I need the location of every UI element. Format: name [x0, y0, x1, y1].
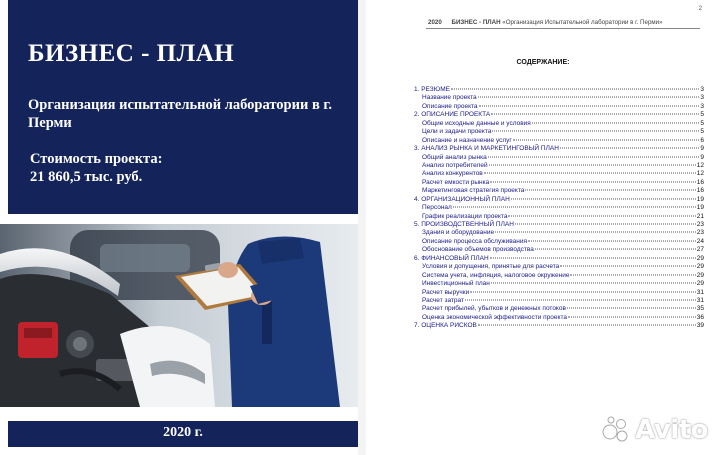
toc-section-link[interactable] — [414, 322, 704, 330]
toc-entry-title: Расчет выручки — [422, 288, 470, 296]
toc-entry-title: График реализации проекта — [422, 212, 508, 220]
contents-heading: СОДЕРЖАНИЕ: — [516, 59, 570, 66]
toc-subsection-link[interactable] — [414, 280, 704, 288]
toc-entry-title: Персонал — [422, 204, 452, 212]
header-title: БИЗНЕС - ПЛАН — [451, 19, 501, 26]
toc-entry-page: 3 — [700, 102, 704, 110]
toc-entry-title: 4. ОРГАНИЗАЦИОННЫЙ ПЛАН — [414, 195, 510, 203]
toc-leader-dots — [528, 240, 696, 241]
toc-leader-dots — [489, 164, 696, 165]
toc-leader-dots — [490, 181, 696, 182]
toc-leader-dots — [453, 207, 696, 208]
toc-subsection-link[interactable] — [414, 103, 704, 111]
toc-subsection-link[interactable] — [414, 305, 704, 313]
toc-entry-page: 6 — [700, 136, 704, 144]
cover-year: 2020 г. — [163, 425, 203, 440]
toc-entry-page: 29 — [696, 263, 704, 271]
toc-entry-page: 16 — [696, 187, 704, 195]
toc-subsection-link[interactable] — [414, 170, 704, 178]
toc-subsection-link[interactable] — [414, 263, 704, 271]
toc-section-link[interactable] — [414, 111, 704, 119]
toc-leader-dots — [567, 308, 696, 309]
page-gap — [358, 0, 366, 455]
toc-subsection-link[interactable] — [414, 213, 704, 221]
toc-entry-title: Цели и задачи проекта — [422, 128, 492, 136]
cost-value: 21 860,5 тыс. руб. — [30, 169, 143, 185]
toc-entry-page: 29 — [696, 271, 704, 279]
contents-page — [366, 0, 720, 455]
page-number: 2 — [698, 6, 702, 12]
toc-leader-dots — [525, 190, 695, 191]
toc-entry-title: 3. АНАЛИЗ РЫНКА И МАРКЕТИНГОВЫЙ ПЛАН — [414, 145, 559, 153]
header-year: 2020 — [428, 19, 442, 26]
toc-leader-dots — [451, 89, 699, 90]
cover-page — [0, 0, 358, 455]
toc-entry-page: 23 — [696, 229, 704, 237]
toc-entry-title: Расчет емкости рынка — [422, 178, 490, 186]
toc-entry-title: 7. ОЦЕНКА РИСКОВ — [414, 322, 477, 330]
toc-entry-title: Инвестиционный план — [422, 280, 490, 288]
toc-entry-title: Расчет затрат — [422, 296, 464, 304]
toc-subsection-link[interactable] — [414, 272, 704, 280]
toc-entry-title: Общий анализ рынка — [422, 153, 487, 161]
toc-subsection-link[interactable] — [414, 289, 704, 297]
toc-entry-title: Здания и оборудование — [422, 229, 495, 237]
toc-entry-title: Описание процесса обслуживания — [422, 237, 527, 245]
toc-entry-page: 31 — [696, 296, 704, 304]
toc-entry-title: Анализ потребителей — [422, 161, 488, 169]
toc-entry-title: Анализ конкурентов — [422, 170, 483, 178]
toc-entry-page: 5 — [700, 128, 704, 136]
cover-header-block — [8, 0, 358, 214]
toc-entry-page: 19 — [696, 204, 704, 212]
toc-subsection-link[interactable] — [414, 120, 704, 128]
toc-subsection-link[interactable] — [414, 94, 704, 102]
toc-leader-dots — [492, 131, 699, 132]
avito-logo-icon — [601, 415, 631, 445]
toc-subsection-link[interactable] — [414, 246, 704, 254]
toc-entry-title: Обоснование объемов производства — [422, 246, 534, 254]
toc-entry-page: 39 — [696, 322, 704, 330]
toc-leader-dots — [560, 266, 696, 267]
toc-leader-dots — [478, 97, 700, 98]
header-rule — [426, 28, 700, 29]
toc-entry-page: 9 — [700, 145, 704, 153]
toc-section-link[interactable] — [414, 145, 704, 153]
mechanic-photo — [0, 224, 358, 407]
toc-subsection-link[interactable] — [414, 179, 704, 187]
toc-entry-page: 29 — [696, 254, 704, 262]
toc-entry-page: 12 — [696, 161, 704, 169]
toc-entry-page: 36 — [696, 313, 704, 321]
toc-subsection-link[interactable] — [414, 137, 704, 145]
toc-entry-page: 23 — [696, 221, 704, 228]
toc-subsection-link[interactable] — [414, 204, 704, 212]
header-org: «Организация Испытательной лаборатории в г. Перми» — [502, 19, 663, 26]
toc-entry-page: 19 — [696, 195, 704, 203]
toc-leader-dots — [511, 198, 696, 199]
toc-leader-dots — [465, 299, 696, 300]
toc-entry-page: 31 — [696, 288, 704, 296]
toc-leader-dots — [508, 215, 695, 216]
toc-entry-page: 21 — [696, 212, 704, 220]
toc-entry-title: Название проекта — [422, 94, 477, 102]
toc-section-link[interactable] — [414, 196, 704, 204]
toc-entry-page: 5 — [700, 119, 704, 127]
cover-footer-block — [8, 421, 358, 447]
toc-leader-dots — [513, 139, 700, 140]
toc-leader-dots — [532, 122, 700, 123]
toc-leader-dots — [568, 316, 696, 317]
toc-leader-dots — [488, 156, 700, 157]
toc-entry-title: 1. РЕЗЮМЕ — [414, 86, 450, 93]
toc-entry-page: 9 — [700, 153, 704, 161]
toc-leader-dots — [535, 249, 696, 250]
toc-section-link[interactable] — [414, 86, 704, 94]
toc-entry-page: 5 — [700, 111, 704, 119]
toc-entry-title: Условия и допущения, принятые для расчета — [422, 263, 560, 271]
toc-leader-dots — [484, 173, 696, 174]
toc-entry-title: Описание и назначение услуг — [422, 136, 512, 144]
toc-entry-page: 3 — [700, 94, 704, 102]
toc-entry-title: 6. ФИНАНСОВЫЙ ПЛАН — [414, 254, 489, 262]
toc-entry-title: Расчет прибылей, убытков и денежных потоков — [422, 305, 566, 313]
toc-leader-dots — [495, 232, 696, 233]
contents-list — [414, 86, 704, 331]
toc-leader-dots — [470, 291, 696, 292]
toc-entry-title: 2. ОПИСАНИЕ ПРОЕКТА — [414, 111, 491, 119]
toc-leader-dots — [478, 325, 696, 326]
toc-leader-dots — [560, 148, 699, 149]
toc-leader-dots — [491, 114, 699, 115]
cover-subtitle: Организация испытательной лаборатории в г. Перми — [28, 97, 332, 131]
toc-entry-title: Оценка экономической эффективности проекта — [422, 313, 567, 321]
toc-leader-dots — [479, 105, 700, 106]
toc-subsection-link[interactable] — [414, 187, 704, 195]
toc-entry-title: Описание проекта — [422, 102, 478, 110]
cover-title: БИЗНЕС - ПЛАН — [28, 40, 235, 67]
toc-entry-title: Система учета, инфляция, налоговое окружение — [422, 271, 570, 279]
toc-entry-page: 35 — [696, 305, 704, 313]
cover-cost — [30, 150, 162, 186]
toc-subsection-link[interactable] — [414, 154, 704, 162]
toc-subsection-link[interactable] — [414, 314, 704, 322]
toc-entry-title: Маркетинговая стратегия проекта — [422, 187, 525, 195]
toc-entry-title: 5. ПРОИЗВОДСТВЕННЫЙ ПЛАН — [414, 221, 514, 228]
toc-leader-dots — [570, 274, 695, 275]
cost-label: Стоимость проекта: — [30, 151, 163, 167]
toc-section-link[interactable] — [414, 255, 704, 263]
watermark-text: Avito — [635, 415, 708, 445]
running-header — [428, 19, 663, 26]
toc-entry-title: Общие исходные данные и условия — [422, 119, 531, 127]
toc-entry-page: 29 — [696, 280, 704, 288]
toc-leader-dots — [491, 283, 696, 284]
avito-watermark — [601, 415, 708, 445]
toc-entry-page: 24 — [696, 237, 704, 245]
toc-leader-dots — [515, 224, 696, 225]
toc-entry-page: 3 — [700, 86, 704, 93]
toc-entry-page: 12 — [696, 170, 704, 178]
toc-subsection-link[interactable] — [414, 229, 704, 237]
toc-entry-page: 16 — [696, 178, 704, 186]
toc-leader-dots — [490, 257, 696, 258]
toc-subsection-link[interactable] — [414, 128, 704, 136]
toc-entry-page: 27 — [696, 246, 704, 254]
toc-subsection-link[interactable] — [414, 162, 704, 170]
